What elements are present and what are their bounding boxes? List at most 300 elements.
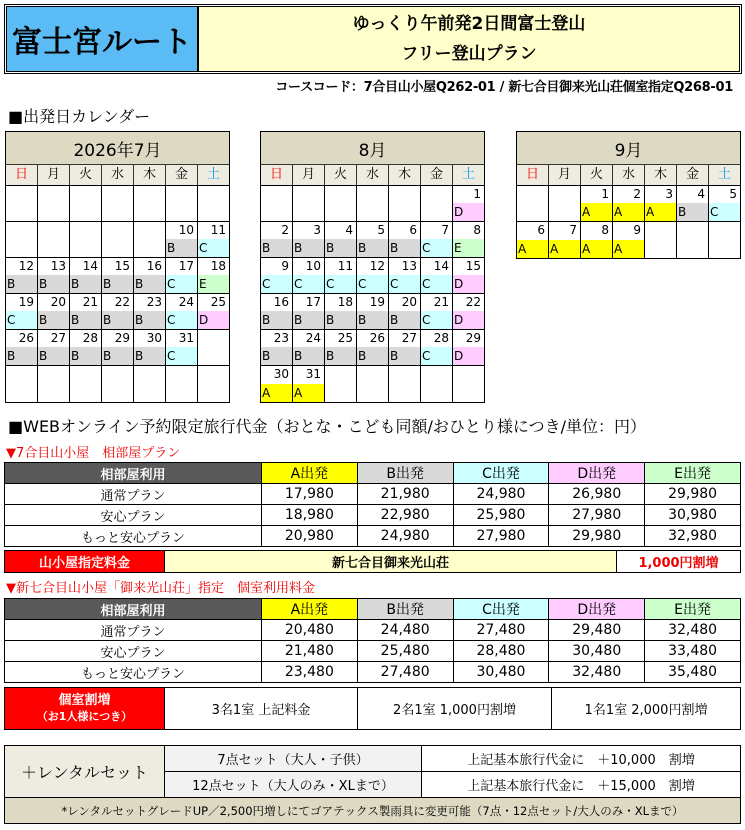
departure-grade: D <box>453 311 484 329</box>
hut-surcharge-value: 1,000円割増 <box>638 556 719 571</box>
price-cell: 28,480 <box>453 641 549 662</box>
day-number: 3 <box>313 223 321 237</box>
calendar-empty-cell <box>6 222 38 257</box>
day-number: 31 <box>178 331 194 345</box>
departure-grade: A <box>517 240 548 258</box>
calendar-day[interactable] <box>198 294 229 329</box>
calendar-day[interactable] <box>261 222 293 257</box>
table-row <box>5 526 741 547</box>
calendar-week <box>6 330 229 366</box>
calendar-day[interactable] <box>357 258 389 293</box>
weekday-label: 水 <box>613 165 645 185</box>
calendar-empty-cell <box>357 186 389 221</box>
day-number: 17 <box>178 259 194 273</box>
departure-grade: B <box>293 239 324 257</box>
day-number: 31 <box>305 367 321 381</box>
departure-grade: B <box>134 347 165 365</box>
calendar-day[interactable] <box>389 294 421 329</box>
calendar-empty-cell <box>357 366 389 402</box>
departure-grade: C <box>421 311 452 329</box>
table-header-row <box>5 463 741 484</box>
room-type-header: 相部屋利用 <box>5 463 262 484</box>
day-number: 28 <box>82 331 98 345</box>
calendar-day[interactable] <box>293 330 325 365</box>
day-number: 21 <box>433 295 449 309</box>
calendar-day[interactable] <box>293 366 325 402</box>
day-number: 14 <box>433 259 449 273</box>
departure-grade: C <box>166 311 197 329</box>
price-cell: 30,480 <box>549 641 645 662</box>
calendar-day[interactable] <box>261 366 293 402</box>
calendar-empty-cell <box>70 222 102 257</box>
calendar-day[interactable] <box>38 258 70 293</box>
calendar-day[interactable] <box>325 258 357 293</box>
departure-grade: B <box>293 347 324 365</box>
calendar-empty-cell <box>38 366 70 402</box>
calendar-day[interactable] <box>166 222 198 257</box>
departure-grade: B <box>6 347 37 365</box>
grade-column-header: A出発 <box>261 599 357 620</box>
tour-title <box>199 7 739 71</box>
day-number: 5 <box>377 223 385 237</box>
calendar-day[interactable] <box>134 294 166 329</box>
calendar-month-title: 9月 <box>517 132 740 165</box>
calendar-day[interactable] <box>453 330 484 365</box>
departure-grade: B <box>357 239 388 257</box>
rental-box <box>4 745 741 824</box>
grade-column-header: C出発 <box>453 463 549 484</box>
calendar-day[interactable] <box>166 294 198 329</box>
departure-grade: C <box>357 275 388 293</box>
shared-room-price-table <box>4 462 741 547</box>
price-cell: 27,980 <box>549 505 645 526</box>
day-number: 5 <box>729 187 737 201</box>
departure-grade: B <box>261 239 292 257</box>
calendar-week <box>6 186 229 222</box>
calendar-day[interactable] <box>134 330 166 365</box>
private-option: 3名1室 上記料金 <box>165 688 358 729</box>
departure-grade: C <box>421 347 452 365</box>
calendar-day[interactable] <box>453 222 484 257</box>
departure-grade: D <box>453 203 484 221</box>
day-number: 7 <box>569 223 577 237</box>
day-number: 26 <box>369 331 385 345</box>
departure-grade: D <box>453 275 484 293</box>
calendar-empty-cell <box>70 186 102 221</box>
weekday-label: 火 <box>581 165 613 185</box>
calendar-empty-cell <box>709 222 740 258</box>
private-option: 1名1室 2,000円割増 <box>584 703 708 718</box>
weekday-header <box>6 165 229 186</box>
departure-grade: B <box>38 347 69 365</box>
departure-grade: A <box>293 384 324 402</box>
private-label: 個室割増 <box>58 692 111 708</box>
weekday-label: 月 <box>293 165 325 185</box>
tour-title-line2: フリー登山プラン <box>401 44 537 64</box>
departure-grade: B <box>293 311 324 329</box>
day-number: 24 <box>305 331 321 345</box>
rental-item-price: 上記基本旅行代金に ＋10,000 割増 <box>467 753 695 768</box>
day-number: 2 <box>281 223 289 237</box>
calendar-empty-cell <box>102 366 134 402</box>
calendar-day[interactable] <box>293 222 325 257</box>
weekday-label: 金 <box>166 165 198 185</box>
calendar-week <box>6 222 229 258</box>
calendar-empty-cell <box>166 186 198 221</box>
price-cell: 29,480 <box>549 620 645 641</box>
calendar-day[interactable] <box>709 186 740 221</box>
day-number: 9 <box>281 259 289 273</box>
day-number: 27 <box>401 331 417 345</box>
price-section-title: ■WEBオンライン予約限定旅行代金（おとな・こども同額/おひとり様につき/単位：円） <box>8 417 647 436</box>
calendar-day[interactable] <box>581 186 613 221</box>
calendar-day[interactable] <box>6 294 38 329</box>
calendar-day[interactable] <box>677 186 709 221</box>
departure-grade: B <box>261 311 292 329</box>
grade-column-header: A出発 <box>261 463 357 484</box>
calendar-day[interactable] <box>70 330 102 365</box>
day-number: 20 <box>401 295 417 309</box>
price-cell: 18,980 <box>261 505 357 526</box>
departure-grade: B <box>70 311 101 329</box>
calendar-day[interactable] <box>38 330 70 365</box>
calendar-week <box>261 222 484 258</box>
day-number: 11 <box>337 259 353 273</box>
departure-grade: E <box>453 239 484 257</box>
price-cell: 27,480 <box>357 662 453 683</box>
departure-grade: B <box>166 239 197 257</box>
table2-title: ▼新七合目山小屋「御来光山荘」指定 個室利用料金 <box>6 581 315 596</box>
day-number: 1 <box>473 187 481 201</box>
day-number: 22 <box>465 295 481 309</box>
weekday-label: 土 <box>206 167 220 182</box>
calendar-month <box>5 131 230 403</box>
calendar-day[interactable] <box>293 294 325 329</box>
header-banner <box>4 4 742 74</box>
calendar-empty-cell <box>389 366 421 402</box>
calendar-empty-cell <box>517 186 549 221</box>
calendar-day[interactable] <box>421 258 453 293</box>
day-number: 15 <box>114 259 130 273</box>
grade-column-header: E出発 <box>645 599 741 620</box>
calendar-day[interactable] <box>645 186 677 221</box>
table-header-row <box>5 599 741 620</box>
calendar-empty-cell <box>198 366 229 402</box>
plan-name: もっと安心プラン <box>5 526 262 547</box>
price-cell: 17,980 <box>261 484 357 505</box>
calendar-day[interactable] <box>293 258 325 293</box>
calendar-day[interactable] <box>6 258 38 293</box>
tour-title-line1: ゆっくり午前発2日間富士登山 <box>352 14 586 34</box>
private-surcharge-label <box>5 688 165 729</box>
rental-item-name: 7点セット（大人・子供） <box>165 746 422 771</box>
price-cell: 20,980 <box>261 526 357 547</box>
departure-grade: B <box>325 239 356 257</box>
calendar-week <box>261 258 484 294</box>
weekday-label: 月 <box>38 165 70 185</box>
rental-item-price: 上記基本旅行代金に ＋15,000 割増 <box>467 779 695 794</box>
day-number: 11 <box>210 223 226 237</box>
departure-grade: B <box>325 347 356 365</box>
price-cell: 21,980 <box>357 484 453 505</box>
calendar-month <box>516 131 741 259</box>
day-number: 3 <box>665 187 673 201</box>
calendar-empty-cell <box>38 222 70 257</box>
calendar-empty-cell <box>38 186 70 221</box>
calendar-empty-cell <box>325 186 357 221</box>
calendar-day[interactable] <box>38 294 70 329</box>
day-number: 6 <box>537 223 545 237</box>
day-number: 4 <box>697 187 705 201</box>
day-number: 30 <box>273 367 289 381</box>
weekday-label: 日 <box>261 165 293 185</box>
departure-grade: A <box>581 203 612 221</box>
day-number: 8 <box>473 223 481 237</box>
calendar-empty-cell <box>293 186 325 221</box>
day-number: 4 <box>345 223 353 237</box>
rental-item-name: 12点セット（大人のみ・XLまで） <box>165 772 422 797</box>
day-number: 1 <box>601 187 609 201</box>
calendar-empty-cell <box>198 186 229 221</box>
calendar-day[interactable] <box>421 222 453 257</box>
calendar-day[interactable] <box>134 258 166 293</box>
day-number: 10 <box>305 259 321 273</box>
calendar-week <box>6 258 229 294</box>
calendar-day[interactable] <box>102 330 134 365</box>
calendar-empty-cell <box>6 186 38 221</box>
calendar-month <box>260 131 485 403</box>
day-number: 22 <box>114 295 130 309</box>
day-number: 7 <box>441 223 449 237</box>
grade-column-header: B出発 <box>357 463 453 484</box>
calendar-day[interactable] <box>198 258 229 293</box>
calendar-day[interactable] <box>421 330 453 365</box>
departure-grade: B <box>102 275 133 293</box>
calendar-empty-cell <box>453 366 484 402</box>
departure-grade: B <box>389 311 420 329</box>
departure-grade: C <box>198 239 229 257</box>
calendar-day[interactable] <box>261 258 293 293</box>
calendar-empty-cell <box>645 222 677 258</box>
hut-surcharge-hut: 新七合目御来光山荘 <box>165 551 617 572</box>
calendar-month-title: 2026年7月 <box>6 132 229 165</box>
calendar-day[interactable] <box>70 294 102 329</box>
calendar-day[interactable] <box>261 330 293 365</box>
departure-grade: A <box>549 240 580 258</box>
price-cell: 32,480 <box>549 662 645 683</box>
price-cell: 22,980 <box>357 505 453 526</box>
calendar-empty-cell <box>198 330 229 365</box>
departure-grade: B <box>102 347 133 365</box>
calendar-week <box>517 222 740 258</box>
calendar-empty-cell <box>166 366 198 402</box>
day-number: 12 <box>18 259 34 273</box>
day-number: 18 <box>337 295 353 309</box>
day-number: 6 <box>409 223 417 237</box>
calendar-day[interactable] <box>517 222 549 258</box>
day-number: 24 <box>178 295 194 309</box>
weekday-label: 金 <box>421 165 453 185</box>
day-number: 14 <box>82 259 98 273</box>
day-number: 16 <box>273 295 289 309</box>
calendar-empty-cell <box>134 222 166 257</box>
departure-grade: C <box>325 275 356 293</box>
price-cell: 32,480 <box>645 620 741 641</box>
plan-name: 通常プラン <box>5 484 262 505</box>
calendar-day[interactable] <box>166 258 198 293</box>
day-number: 20 <box>50 295 66 309</box>
weekday-label: 水 <box>357 165 389 185</box>
weekday-label: 土 <box>717 167 731 182</box>
calendar-empty-cell <box>389 186 421 221</box>
price-cell: 29,980 <box>549 526 645 547</box>
departure-grade: C <box>166 347 197 365</box>
private-room-price-table <box>4 598 741 683</box>
day-number: 29 <box>465 331 481 345</box>
calendar-day[interactable] <box>357 222 389 257</box>
calendar-day[interactable] <box>70 258 102 293</box>
calendar-empty-cell <box>261 186 293 221</box>
day-number: 12 <box>369 259 385 273</box>
price-cell: 25,480 <box>357 641 453 662</box>
departure-grade: C <box>421 275 452 293</box>
day-number: 27 <box>50 331 66 345</box>
weekday-label: 土 <box>461 167 475 182</box>
price-cell: 29,980 <box>645 484 741 505</box>
route-name: 富士宮ルート <box>7 7 199 71</box>
departure-grade: B <box>677 203 708 221</box>
table-row <box>5 662 741 683</box>
calendar-day[interactable] <box>357 330 389 365</box>
day-number: 19 <box>369 295 385 309</box>
plan-name: もっと安心プラン <box>5 662 262 683</box>
price-cell: 20,480 <box>261 620 357 641</box>
calendar-day[interactable] <box>613 186 645 221</box>
calendar-day[interactable] <box>389 330 421 365</box>
departure-grade: E <box>198 275 229 293</box>
calendar-day[interactable] <box>453 294 484 329</box>
private-sublabel: （お1人様につき） <box>36 709 133 723</box>
departure-grade: C <box>166 275 197 293</box>
departure-grade: D <box>198 311 229 329</box>
calendar-week <box>517 186 740 222</box>
departure-grade: A <box>613 203 644 221</box>
departure-grade: A <box>261 384 292 402</box>
price-cell: 27,980 <box>453 526 549 547</box>
calendar-empty-cell <box>134 186 166 221</box>
calendar-week <box>6 366 229 402</box>
weekday-header <box>517 165 740 186</box>
day-number: 30 <box>146 331 162 345</box>
calendar-day[interactable] <box>389 222 421 257</box>
rental-label: ＋レンタルセット <box>5 746 165 797</box>
price-cell: 24,980 <box>453 484 549 505</box>
calendar-empty-cell <box>549 186 581 221</box>
departure-grade: B <box>357 347 388 365</box>
departure-grade: B <box>261 347 292 365</box>
day-number: 13 <box>50 259 66 273</box>
departure-grade: B <box>357 311 388 329</box>
calendar-day[interactable] <box>613 222 645 258</box>
calendar-day[interactable] <box>102 258 134 293</box>
table1-title: ▼7合目山小屋 相部屋プラン <box>6 446 181 461</box>
departure-grade: C <box>389 275 420 293</box>
day-number: 23 <box>273 331 289 345</box>
calendar-day[interactable] <box>166 330 198 365</box>
price-cell: 24,980 <box>357 526 453 547</box>
calendar-day[interactable] <box>6 330 38 365</box>
departure-grade: B <box>134 275 165 293</box>
calendar-day[interactable] <box>549 222 581 258</box>
departure-grade: B <box>389 239 420 257</box>
weekday-header <box>261 165 484 186</box>
weekday-label: 火 <box>325 165 357 185</box>
price-cell: 35,480 <box>645 662 741 683</box>
departure-grade: B <box>38 311 69 329</box>
departure-grade: C <box>261 275 292 293</box>
calendar-day[interactable] <box>453 258 484 293</box>
departure-grade: A <box>645 203 676 221</box>
calendar-day[interactable] <box>581 222 613 258</box>
calendar-day[interactable] <box>453 186 484 221</box>
day-number: 16 <box>146 259 162 273</box>
day-number: 17 <box>305 295 321 309</box>
weekday-label: 木 <box>389 165 421 185</box>
grade-column-header: D出発 <box>549 463 645 484</box>
calendar-day[interactable] <box>102 294 134 329</box>
table-row <box>5 620 741 641</box>
departure-grade: B <box>325 311 356 329</box>
weekday-label: 金 <box>677 165 709 185</box>
calendar-day[interactable] <box>261 294 293 329</box>
plan-name: 安心プラン <box>5 641 262 662</box>
day-number: 15 <box>465 259 481 273</box>
calendar-day[interactable] <box>325 330 357 365</box>
grade-column-header: E出発 <box>645 463 741 484</box>
calendar-week <box>261 330 484 366</box>
departure-grade: D <box>453 347 484 365</box>
calendar-empty-cell <box>102 222 134 257</box>
departure-grade: B <box>70 275 101 293</box>
private-surcharge-row <box>4 687 741 730</box>
calendar-day[interactable] <box>198 222 229 257</box>
calendar-empty-cell <box>325 366 357 402</box>
day-number: 21 <box>82 295 98 309</box>
day-number: 26 <box>18 331 34 345</box>
calendar-week <box>261 366 484 402</box>
plan-name: 安心プラン <box>5 505 262 526</box>
departure-grade: B <box>38 275 69 293</box>
calendar-day[interactable] <box>389 258 421 293</box>
day-number: 10 <box>178 223 194 237</box>
rental-note: *レンタルセットグレードUP／2,500円増しにてゴアテックス製雨具に変更可能（7点・12点セット/大人のみ・XLまで） <box>5 798 740 823</box>
calendar-week <box>6 294 229 330</box>
day-number: 29 <box>114 331 130 345</box>
weekday-label: 水 <box>102 165 134 185</box>
day-number: 2 <box>633 187 641 201</box>
departure-grade: C <box>6 311 37 329</box>
day-number: 19 <box>18 295 34 309</box>
calendar-day[interactable] <box>421 294 453 329</box>
calendar-day[interactable] <box>357 294 389 329</box>
calendar-day[interactable] <box>325 294 357 329</box>
table-row <box>5 505 741 526</box>
grade-column-header: B出発 <box>357 599 453 620</box>
day-number: 25 <box>337 331 353 345</box>
weekday-label: 木 <box>645 165 677 185</box>
departure-grade: B <box>70 347 101 365</box>
calendar-day[interactable] <box>325 222 357 257</box>
